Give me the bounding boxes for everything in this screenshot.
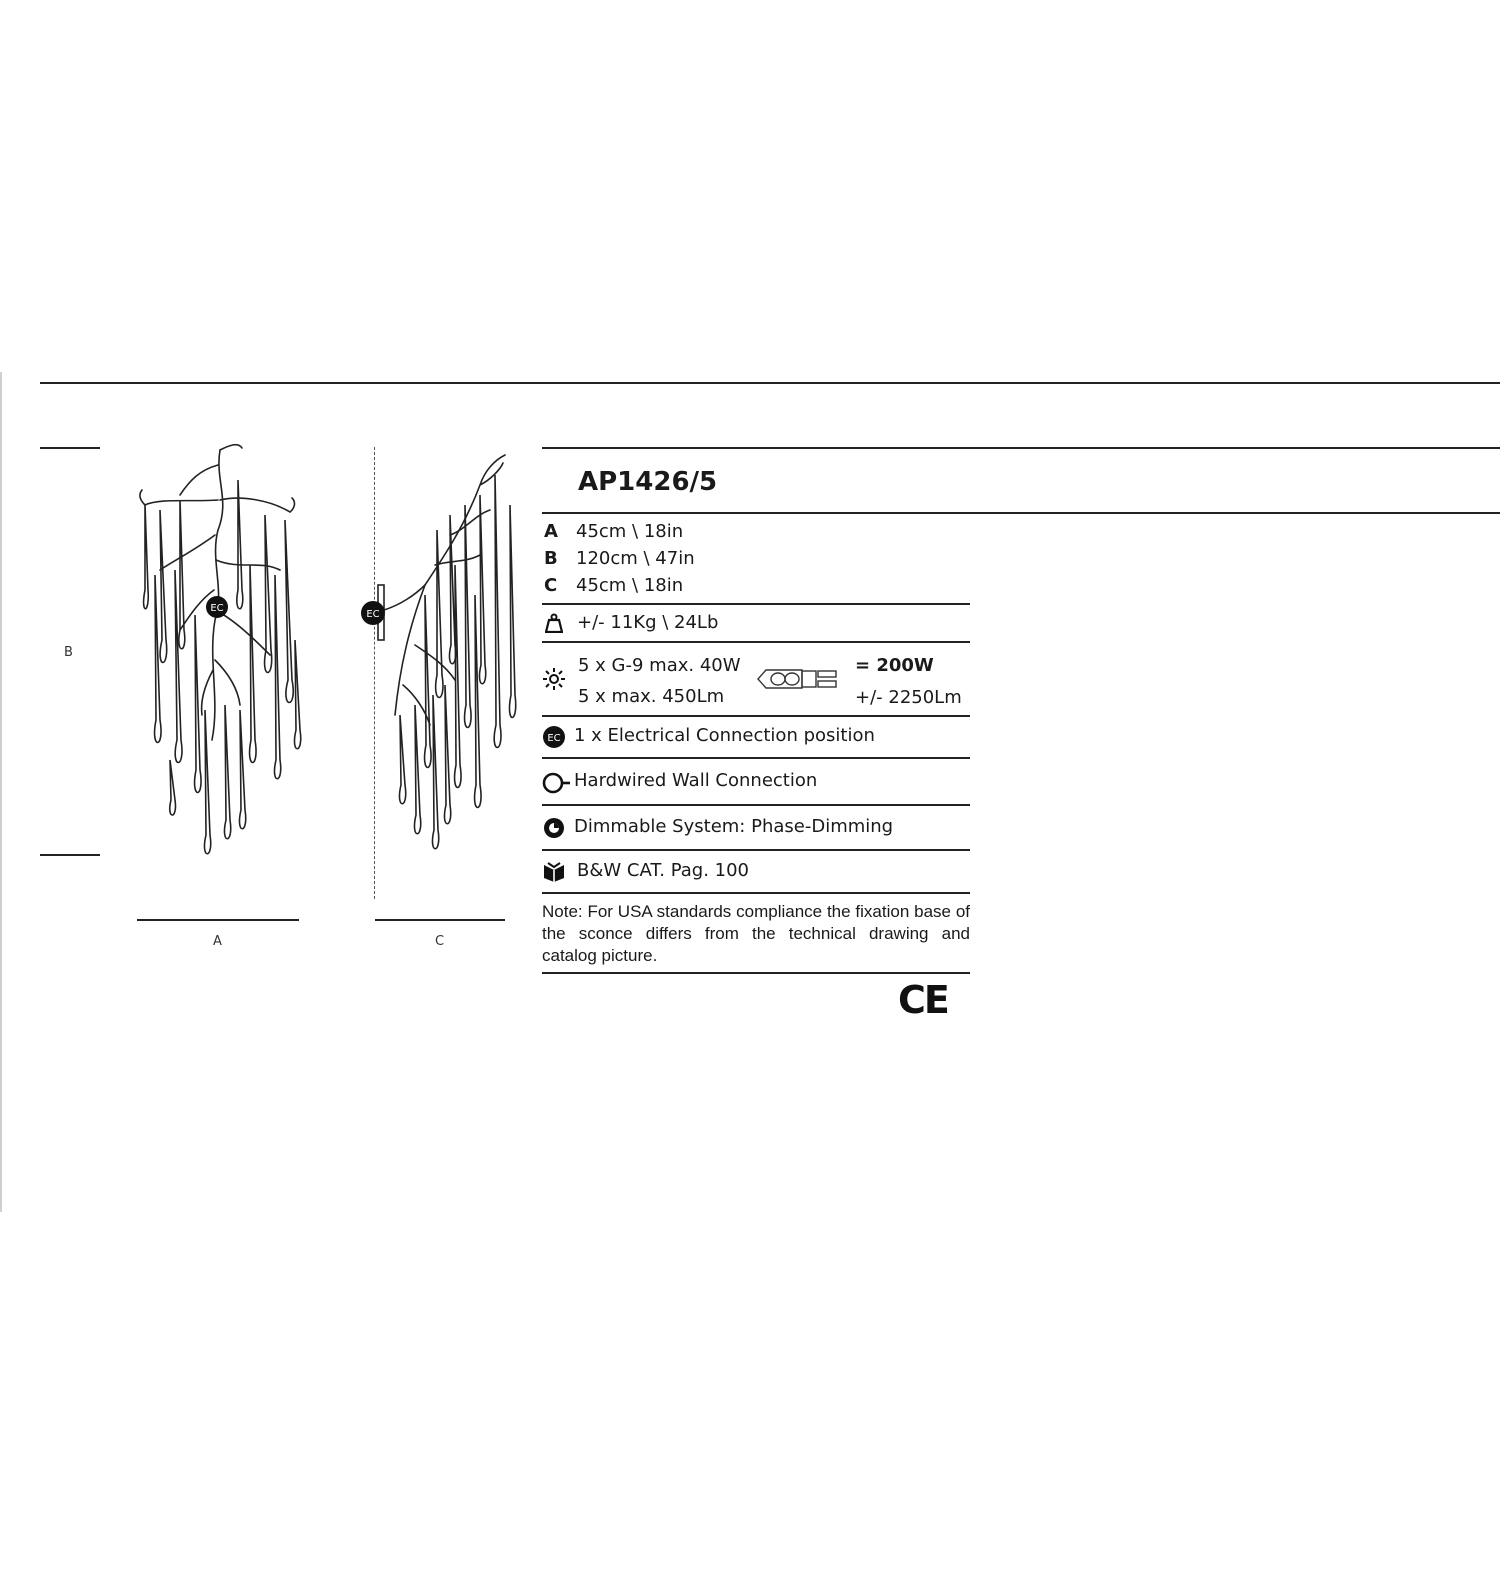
total-power: = 200W [855, 655, 934, 676]
spec-header-rule [542, 512, 1500, 514]
dimension-value: 45cm \ 18in [576, 521, 684, 542]
usa-compliance-note: Note: For USA standards compliance the fixation base of the sconce differs from the technical drawing and catalog picture. [542, 902, 970, 965]
electrical-connection-text: 1 x Electrical Connection position [574, 725, 875, 746]
dim-a-line [137, 919, 299, 921]
dimension-key: B [544, 548, 558, 569]
ce-mark: CE [898, 978, 948, 1022]
ec-icon [542, 725, 566, 749]
weight-icon [545, 613, 563, 633]
row-separator [542, 757, 970, 759]
note-bottom-rule [542, 972, 970, 974]
dim-b-top-tick [40, 447, 100, 449]
ec-marker-front: EC [210, 603, 224, 614]
dimension-row-a [544, 521, 683, 542]
dim-c-line [375, 919, 505, 921]
row-separator [542, 603, 970, 605]
dimmable-icon [542, 816, 566, 840]
row-separator [542, 641, 970, 643]
total-lumen: +/- 2250Lm [855, 687, 962, 708]
row-separator [542, 804, 970, 806]
weight-value: +/- 11Kg \ 24Lb [577, 612, 719, 633]
row-separator [542, 849, 970, 851]
dimension-row-b [544, 548, 695, 569]
lumen-spec: 5 x max. 450Lm [578, 686, 725, 707]
wall-connection-text: Hardwired Wall Connection [574, 770, 818, 791]
top-rule [40, 382, 1500, 384]
page-left-border [0, 372, 2, 1212]
dim-b-bottom-tick [40, 854, 100, 856]
dimension-key: A [544, 521, 558, 542]
dim-label-b: B [64, 645, 73, 660]
row-separator [542, 715, 970, 717]
product-code: AP1426/5 [578, 467, 718, 497]
hardwired-icon [542, 771, 572, 795]
bulb-spec: 5 x G-9 max. 40W [578, 655, 741, 676]
bulb-icon [542, 667, 566, 691]
side-view-drawing [355, 445, 525, 865]
dimension-key: C [544, 575, 558, 596]
dimension-value: 45cm \ 18in [576, 575, 684, 596]
dimming-text: Dimmable System: Phase-Dimming [574, 816, 894, 837]
svg-text:EC: EC [547, 733, 561, 744]
catalog-icon [543, 861, 565, 883]
dimension-value: 120cm \ 47in [576, 548, 695, 569]
dimension-row-c [544, 575, 683, 596]
dim-label-a: A [213, 934, 222, 949]
dim-label-c: C [435, 934, 445, 949]
catalog-text: B&W CAT. Pag. 100 [577, 860, 749, 881]
g9-lamp-icon [756, 665, 840, 693]
front-view-drawing [120, 440, 320, 860]
row-separator [542, 892, 970, 894]
ec-marker-side: EC [366, 609, 380, 620]
spec-top-rule [542, 447, 1500, 449]
